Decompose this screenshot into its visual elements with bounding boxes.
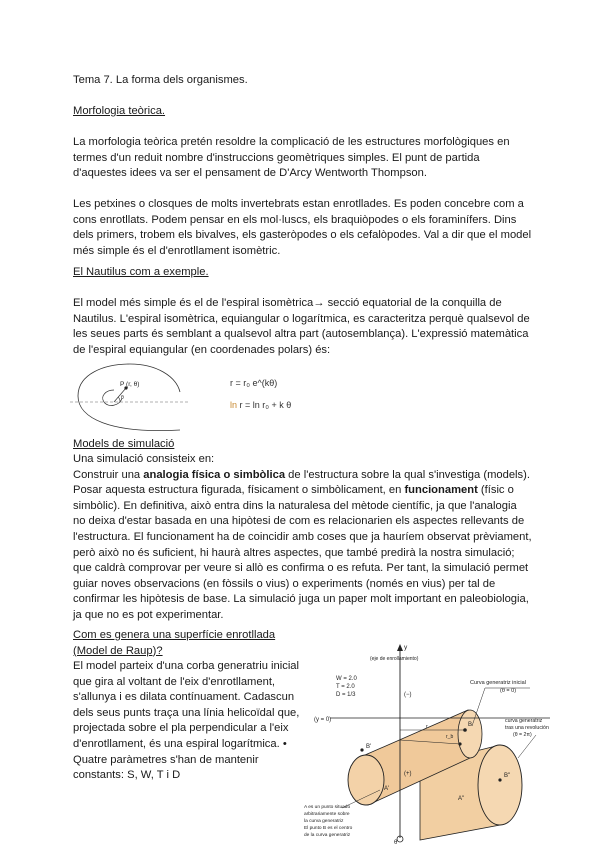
generating-curve-initial: [458, 710, 482, 758]
paragraph-nautilus: [73, 296, 535, 358]
bold-term-funcionament: funcionament: [404, 484, 478, 497]
theta-label: θ: [394, 840, 398, 845]
text-line: simbòlic). En definitiva, això entra dins la naturalesa del mètode científic, ja que l'analogia: [73, 499, 517, 512]
text-line: termes d'un reduit nombre d'instruccions geomètriques simples. El punt de partida: [73, 151, 480, 164]
formula-polar: r = r₀ e^(kθ): [230, 378, 278, 388]
text-line: Les petxines o closques de molts invertebrats estan enrotllades. Es poden concebre com a: [73, 198, 524, 210]
y-axis-label: y: [404, 644, 408, 651]
text-line: de l'espiral equiangular (en coordenades polars) és:: [73, 343, 331, 356]
equiangular-spiral-figure: [70, 358, 210, 436]
note-line: de la curva generatriz: [304, 833, 351, 838]
text-line: les seues parts és semblant a qualsevol altra part (autosemblança). L'expressió matemàtica: [73, 328, 529, 341]
paragraph-petxines: [73, 197, 535, 259]
note-line: la curva generatriz: [304, 819, 344, 824]
text-run: de l'estructura sobre la qual s'investiga (models).: [285, 468, 530, 481]
text-line: La morfologia teòrica pretén resoldre la complicació de les estructures morfològiques en: [73, 136, 510, 148]
heading-nautilus: El Nautilus com a exemple.: [73, 266, 209, 278]
angle-arc: [118, 397, 120, 402]
label-b: B: [468, 722, 473, 728]
text-line: no deixa d'estar basada en una hipòtesi de com es relacionarien els aspectes rellevants de: [73, 515, 525, 528]
point-bpp: [498, 778, 501, 781]
heading-raup-model: [73, 628, 283, 659]
text-line: més simple és el d'enrotllament isomètric.: [73, 244, 281, 257]
text-line-funcionament: [73, 483, 535, 499]
text-line: d'aquestes idees va ser el pensament de D'Arcy Wentworth Thompson.: [73, 167, 427, 180]
label-ap: A': [384, 786, 390, 792]
point-label: P (r, θ): [120, 381, 140, 388]
plus-sign: (+): [404, 771, 412, 777]
label-rb: r_b: [446, 734, 454, 740]
text-line: confirmar les hipòtesis de base. La simulació juga un paper molt important en paleobiologia,: [73, 593, 529, 606]
revolution-curve-label: curva generatriz: [505, 718, 543, 724]
formula-log: [230, 400, 291, 410]
param-t: T = 2.0: [336, 684, 355, 690]
label-app: A'': [458, 796, 465, 802]
revolution-curve-label-2: tras una revolución: [505, 725, 549, 731]
document-title: Tema 7. La forma dels organismes.: [73, 74, 248, 86]
note-line: arbitrariamente sobre: [304, 812, 350, 817]
text-line: que gira al voltant de l'eix d'enrotllament,: [73, 675, 276, 688]
text-line: dels seus punts traça una línia helicoïdal que,: [73, 706, 300, 719]
paragraph-simulacio: [73, 452, 535, 624]
y-zero-label: (y = 0): [314, 717, 332, 723]
param-d: D = 1/3: [336, 692, 356, 698]
note-line: A es un punto situado: [304, 805, 351, 810]
text-line: dels primers, trobem els bivalves, els gasteròpodes o els cefalòpodes. Val a dir que el model: [73, 229, 532, 242]
axis-arrow: [397, 644, 403, 651]
text-line: Nautilus. L'espiral isomètrica, equiangular o logarítmica, es caracteritza perquè qualsevol de: [73, 312, 530, 325]
paragraph-morfologia-intro: [73, 135, 535, 182]
angle-label: θ: [121, 395, 124, 401]
front-cylinder-end: [348, 755, 384, 805]
text-line: El model més simple és el de l'espiral isomètrica→ secció equatorial de la conquilla de: [73, 297, 502, 309]
text-line: que caldrà comprovar per veure si allò es confirma o es refuta. Per tant, la simulació permet: [73, 562, 529, 575]
label-r: r: [426, 724, 428, 730]
heading-morfologia-teorica: Morfologia teòrica.: [73, 105, 166, 117]
text-line: cons enrotllats. Podem pensar en els mol·luscs, els braquiòpodes o els foraminífers. Dins: [73, 213, 517, 226]
text-line: El model parteix d'una corba generatriu inicial: [73, 660, 300, 672]
formula-log-rest: r = ln r₀ + k θ: [237, 400, 292, 410]
text-line: Quatre paràmetres s'han de mantenir: [73, 753, 259, 766]
text-line: s'allunya i es dilata contínuament. Cadascun: [73, 691, 295, 704]
text-line: d'enrotllament, és una espiral logarítmica. •: [73, 737, 287, 750]
point-b: [463, 728, 467, 732]
text-line-analogia: [73, 468, 535, 484]
text-run: (físic o: [477, 484, 514, 497]
text-line: projectada sobre el pla perpendicular a l'eix: [73, 722, 289, 735]
heading-line: (Model de Raup)?: [73, 644, 163, 657]
heading-models-simulacio: Models de simulació: [73, 438, 175, 450]
revolution-curve-theta: (θ = 2π): [513, 732, 532, 738]
bold-term-analogia: analogia física o simbòlica: [143, 468, 286, 481]
note-line: El punto B es el centro: [304, 826, 353, 831]
param-w: W = 2.0: [336, 676, 357, 682]
initial-curve-theta: (θ = 0): [500, 688, 517, 694]
axis-caption: (eje de enrollamiento): [370, 656, 419, 662]
initial-curve-label: Curva generatriz inicial: [470, 680, 526, 686]
label-bp: B': [366, 744, 372, 750]
text-line: Una simulació consisteix en:: [73, 453, 215, 465]
point-a: [458, 742, 461, 745]
text-line: l'estructura. El funcionament ha de coincidir amb coses que ja hauríem observat prèviament,: [73, 530, 532, 543]
formula-ln: ln: [230, 400, 238, 410]
text-line: però això no és suficient, hi haurà altres aspectes, que també predirà la nostra simulació;: [73, 546, 515, 559]
point-bp: [360, 748, 363, 751]
text-run: Construir una: [73, 468, 144, 481]
heading-line: Com es genera una superfície enrotllada: [73, 629, 276, 641]
text-line: ja que no es pot experimentar.: [73, 608, 224, 621]
spiral-curve: [78, 364, 180, 431]
text-line: constants: S, W, T i D: [73, 769, 181, 782]
raup-model-figure: [300, 640, 565, 845]
text-line: guiar noves observacions (en fòssils o vius) o experiments (només en vius) per tal de: [73, 577, 496, 590]
label-bpp: B'': [504, 773, 511, 779]
leader-revolution: [518, 735, 536, 758]
text-run: Posar aquesta estructura figurada, físicament o simbòlicament, en: [73, 484, 405, 497]
rear-cylinder-end: [478, 745, 522, 825]
minus-sign: (−): [404, 692, 412, 698]
paragraph-raup: [73, 659, 303, 784]
